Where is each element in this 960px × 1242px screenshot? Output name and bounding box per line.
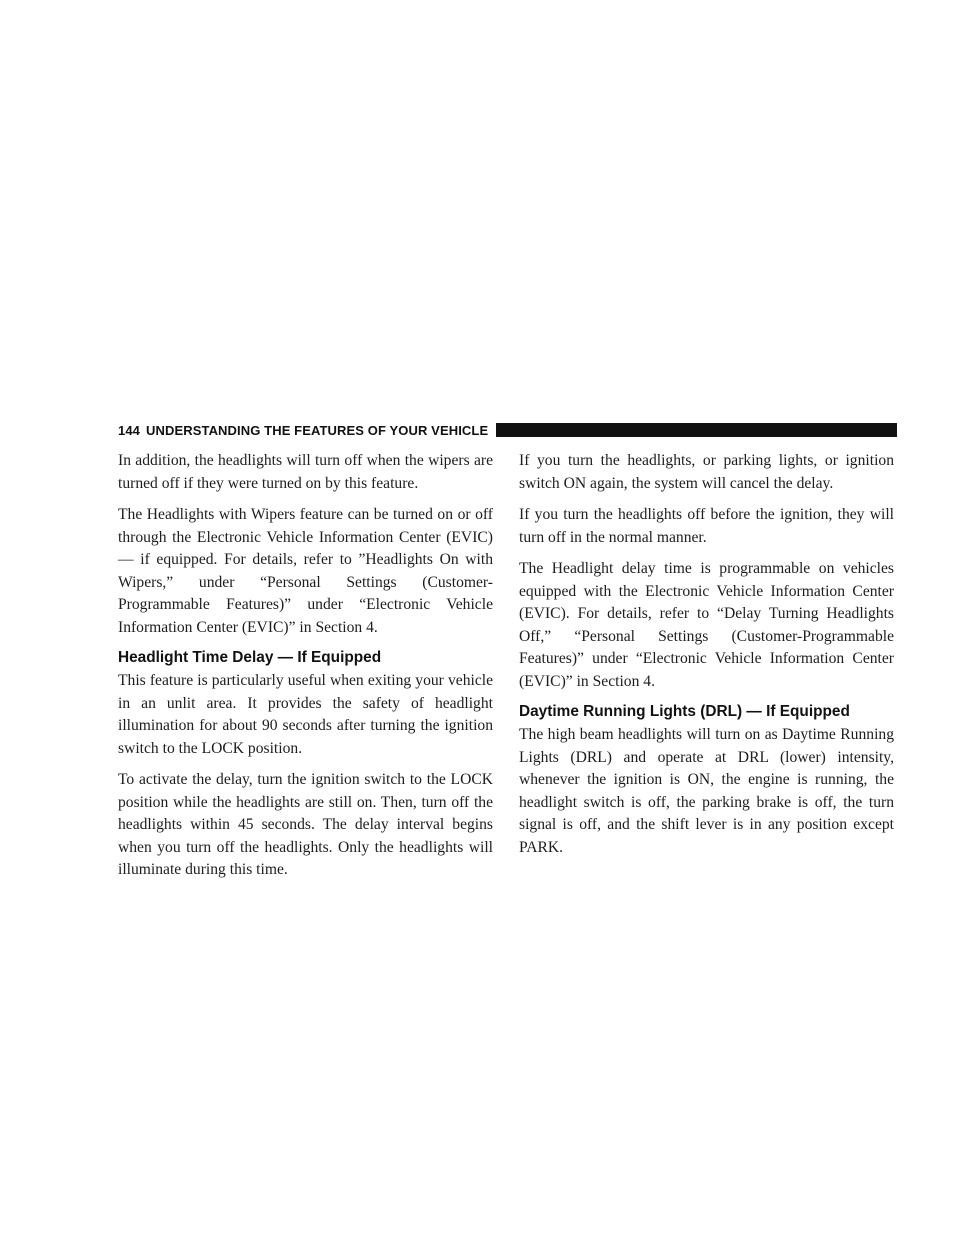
page-number: 144 [118,422,140,438]
paragraph-delay-programmable: The Headlight delay time is programmable on vehicles equipped with the Electronic Vehicle Information Center (EVIC). For details, refer to “Delay Turning Headlights Off,” “Personal Settings (Customer-Programmable Features)” under “Electronic Vehicle Information Center (EVIC)” in Section 4. [519,560,894,690]
header-rule-bar [496,423,897,437]
section-title: UNDERSTANDING THE FEATURES OF YOUR VEHICLE [146,422,489,438]
left-column [118,450,493,891]
paragraph-normal-manner: If you turn the headlights off before the ignition, they will turn off in the normal manner. [519,506,894,546]
heading-daytime-running-lights: Daytime Running Lights (DRL) — If Equipped [519,703,850,720]
paragraph-wipers-off: In addition, the headlights will turn off when the wipers are turned off if they were turned on by this feature. [118,452,493,492]
paragraph-drl-description: The high beam headlights will turn on as Daytime Running Lights (DRL) and operate at DRL (lower) intensity, whenever the ignition is ON, the engine is running, the headlight switch is off, the parking brake is off, the turn signal is off, and the shift lever is in any position except PARK. [519,726,894,856]
paragraph-delay-usefulness: This feature is particularly useful when exiting your vehicle in an unlit area. It provides the safety of headlight illumination for about 90 seconds after turning the ignition switch to the LOCK position. [118,672,493,757]
paragraph-cancel-delay: If you turn the headlights, or parking lights, or ignition switch ON again, the system will cancel the delay. [519,452,894,492]
right-column [519,450,894,868]
heading-headlight-time-delay: Headlight Time Delay — If Equipped [118,649,382,666]
paragraph-activate-delay: To activate the delay, turn the ignition switch to the LOCK position while the headlights are still on. Then, turn off the headlights within 45 seconds. The delay interval begins when you turn off the headlights. Only the headlights will illuminate during this time. [118,771,493,878]
paragraph-evic-wipers: The Headlights with Wipers feature can be turned on or off through the Electronic Vehicle Information Center (EVIC) — if equipped. For details, refer to ”Headlights On with Wipers,” under “Personal Settings (Customer-Programmable Features)” under “Electronic Vehicle Information Center (EVIC)” in Section 4. [118,506,493,636]
page-header [118,419,897,441]
